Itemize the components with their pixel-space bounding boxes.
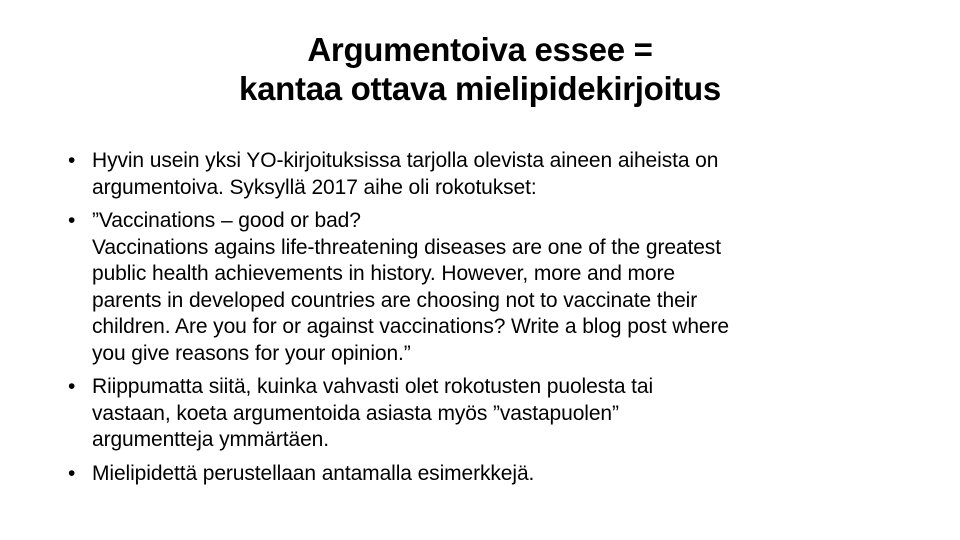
bullet-text-line: argumentteja ymmärtäen. xyxy=(92,428,329,451)
slide-title xyxy=(60,30,900,108)
bullet-text-line: ”Vaccinations – good or bad? xyxy=(92,209,361,232)
bullet-text-line: Vaccinations agains life-threatening diseases are one of the greatest xyxy=(92,235,721,259)
slide-title-line-1: Argumentoiva essee = xyxy=(307,31,653,68)
bullet-text-line: Mielipidettä perustellaan antamalla esimerkkejä. xyxy=(92,461,535,485)
bullet-text-line: argumentoiva. Syksyllä 2017 aihe oli rokotukset: xyxy=(92,175,537,199)
bullet-icon: • xyxy=(68,375,76,398)
bullet-icon: • xyxy=(68,209,76,232)
bullet-list xyxy=(68,148,898,494)
bullet-item xyxy=(68,208,898,367)
bullet-text-line: you give reasons for your opinion.” xyxy=(92,341,411,365)
bullet-text-line: parents in developed countries are choosing not to vaccinate their xyxy=(92,288,698,312)
bullet-icon: • xyxy=(68,461,76,485)
slide-title-line-2: kantaa ottava mielipidekirjoitus xyxy=(239,70,721,107)
bullet-item xyxy=(68,374,898,454)
bullet-text-line: vastaan, koeta argumentoida asiasta myös ”vastapuolen” xyxy=(92,401,619,425)
bullet-text-line: Riippumatta siitä, kuinka vahvasti olet rokotusten puolesta tai xyxy=(92,375,654,398)
bullet-item xyxy=(68,148,898,201)
bullet-icon: • xyxy=(68,149,76,172)
bullet-text-line: Hyvin usein yksi YO-kirjoituksissa tarjolla olevista aineen aiheista on xyxy=(92,149,719,172)
bullet-text-line: public health achievements in history. However, more and more xyxy=(92,262,675,285)
bullet-text-line: children. Are you for or against vaccinations? Write a blog post where xyxy=(92,315,729,338)
bullet-item xyxy=(68,461,898,488)
